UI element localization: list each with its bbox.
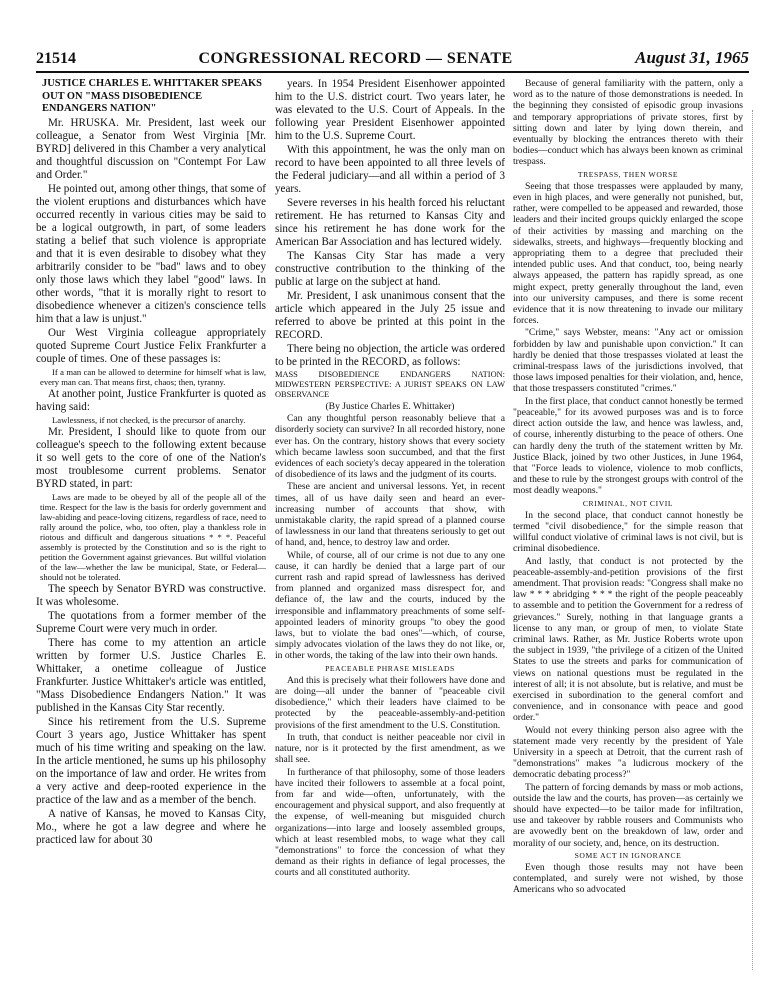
article-headline: JUSTICE CHARLES E. WHITTAKER SPEAKS OUT ON "MASS DISOBEDIENCE ENDANGERS NATION" — [42, 78, 262, 114]
paragraph: In furtherance of that philosophy, some of those leaders have incited their followers to assemble at a focal point, from far and wide—often, unfortunately, with the encouragement and physical support, and also frequently at the expense, of well-meaning but misguided church organizations—into large and loosely assembled groups, which at least resembled mobs, to wage what they call "demonstrations" to force the concession of what they demand as their rights in defiance of legal processes, the courts and all constituted authority. — [275, 766, 505, 879]
paragraph: There has come to my attention an article written by former U.S. Justice Charles E. Whittaker, a onetime colleague of Justice Frankfurter. Justice Whittaker's article was entitled, "Mass Disobedience Endangers Nation." It was published in the Kansas City Star recently. — [36, 636, 266, 714]
block-quote: Lawlessness, if not checked, is the precursor of anarchy. — [52, 414, 246, 425]
paragraph: Even though those results may not have been contemplated, and surely were not wished, by those Americans who so advocated — [513, 862, 743, 896]
publication-date: August 31, 1965 — [635, 48, 749, 67]
inserted-article-title: MASS DISOBEDIENCE ENDANGERS NATION: MIDWESTERN PERSPECTIVE: A JURIST SPEAKS ON LAW OBSERVANCE — [275, 370, 505, 399]
paragraph: Severe reverses in his health forced his reluctant retirement. He has returned to Kansas City and since his retirement he has done work for the American Bar Association and has lectured widely. — [275, 197, 505, 248]
paragraph: years. In 1954 President Eisenhower appointed him to the U.S. district court. Two years later, he was elevated to the U.S. Court of Appeals. In the following year President Eisenhower appointed him to the U.S. Supreme Court. — [275, 78, 505, 142]
paragraph: Our West Virginia colleague appropriately quoted Supreme Court Justice Felix Frankfurter a couple of times. One of these passages is: — [36, 326, 266, 365]
paragraph: Can any thoughtful person reasonably believe that a disorderly society can survive? In all recorded history, none ever has. On the contrary, history shows that every society which became lawless soon succumbed, and that the first evidences of each society's decay appeared in the toleration of disobedience of its laws and the judgment of its courts. — [275, 413, 505, 481]
paragraph: Mr. President, I ask unanimous consent that the article which appeared in the July 25 issue and referred to above be printed at this point in the RECORD. — [275, 290, 505, 341]
section-subhead: TRESPASS, THEN WORSE — [577, 169, 679, 179]
article-byline: (By Justice Charles E. Whittaker) — [325, 401, 455, 412]
paragraph: The pattern of forcing demands by mass or mob actions, outside the law and the courts, has proven—as certainly we should have expected—to be tailor made for infiltration, use and takeover by rabble rousers and Communists who are avowedly bent on the breakdown of law, order and morality of our society, and, hence, on its destruction. — [513, 781, 743, 849]
column-2 — [275, 78, 505, 880]
column-3 — [513, 78, 743, 897]
column-1 — [36, 78, 266, 848]
section-subhead: SOME ACT IN IGNORANCE — [574, 850, 682, 860]
paragraph: While, of course, all of our crime is not due to any one cause, it can hardly be denied that a large part of our current rash and rapid spread of lawlessness has derived from planned and organized mass disrespect for, and defiance of, the law and the courts, induced by the irresponsible and inflammatory preachments of some self-appointed leaders of minority groups "to obey the good laws, but to violate the bad ones"—which, of course, simply advocates violation of the laws they do not like, or, in other words, the taking of the law into their own hands. — [275, 549, 505, 662]
paragraph: Mr. HRUSKA. Mr. President, last week our colleague, a Senator from West Virginia [Mr. BYRD] delivered in this Chamber a very analytical and thoughtful discussion on "Contempt For Law and Order." — [36, 116, 266, 181]
paragraph: And this is precisely what their followers have done and are doing—all under the banner of "peaceable civil disobedience," which their leaders have claimed to be protected by the peaceable-assembly-and-petition provisions of the first amendment to the U.S. Constitution. — [275, 674, 505, 731]
paragraph: The quotations from a former member of the Supreme Court were very much in order. — [36, 609, 266, 635]
paragraph: "Crime," says Webster, means: "Any act or omission forbidden by law and punishable upon conviction." It can hardly be denied that those trespasses violated at least the criminal-trespass laws of the jurisdictions involved, that those laws imposed penalties for their violation, and, hence, that those trespassers constituted "crimes." — [513, 327, 743, 395]
paragraph: And lastly, that conduct is not protected by the peaceable-assembly-and-petition provisions of the first amendment. That provision reads: "Congress shall make no law * * * abridging * * * the right of the people peaceably to assemble and to petition the Government for a redress of grievances." Surely, nothing in that language grants a license to any man, or group of men, to violate State criminal laws. Rather, as Mr. Justice Roberts wrote upon the subject in 1939, "the privilege of a citizen of the United States to use the streets and parks for communication of views on national questions must be regulated in the interest of all; it is not absolute, but is relative, and must be exercised in subordination to the general comfort and convenience, and in consonance with peace and good order." — [513, 555, 743, 724]
block-quote: Laws are made to be obeyed by all of the people all of the time. Respect for the law is the basis for orderly government and law-abiding and peace-loving citizens, regardless of race, need to rally around the police, who, too often, play a thankless role in riotous and difficult and dangerous situations * * *. Peaceful assembly is protected by the Constitution and so is the right to petition the Government against grievances. But willful violation of the law—whether the law be municipal, State, or Federal—should not be tolerated. — [40, 491, 266, 582]
page-number: 21514 — [36, 50, 76, 67]
paragraph: Since his retirement from the U.S. Supreme Court 3 years ago, Justice Whittaker has spent much of his time writing and speaking on the law. In the article mentioned, he sums up his philosophy on the importance of law and order. He writes from a very active and deep-rooted experience in the practice of the law and as a member of the bench. — [36, 715, 266, 806]
section-subhead: PEACEABLE PHRASE MISLEADS — [325, 663, 455, 673]
paragraph: In truth, that conduct is neither peaceable nor civil in nature, nor is it protected by the first amendment, as we shall see. — [275, 731, 505, 766]
paragraph: At another point, Justice Frankfurter is quoted as having said: — [36, 387, 266, 413]
paragraph: These are ancient and universal lessons. Yet, in recent times, all of us have daily seen and heard an ever-increasing number of accounts that show, with unmistakable clarity, the rapid spread of a planned course of lawlessness in our land that threatens seriously to get out of hand, and, hence, to destroy law and order. — [275, 481, 505, 549]
paragraph: The Kansas City Star has made a very constructive contribution to the thinking of the public at large on the subject at hand. — [275, 250, 505, 288]
paragraph: He pointed out, among other things, that some of the violent eruptions and disturbances which have occurred recently in various cities may be said to be a logical outgrowth, in part, of some leaders stating a belief that such violence is appropriate and that it is even desirable to disobey what they arbitrarily consider to be "bad" laws and to obey only those laws which they label "good" laws. In other words, "that it is morally right to resort to disobedience whenever a citizen's conscience tells him that a law is unjust." — [36, 182, 266, 325]
paragraph: The speech by Senator BYRD was constructive. It was wholesome. — [36, 582, 266, 608]
paragraph: A native of Kansas, he moved to Kansas City, Mo., where he got a law degree and where he practiced law for about 30 — [36, 807, 266, 846]
publication-title: CONGRESSIONAL RECORD — SENATE — [198, 50, 513, 67]
paragraph: Mr. President, I should like to quote from our colleague's speech to the following extent because it so well gets to the core of one of the Nation's most troublesome current problems. Senator BYRD stated, in part: — [36, 425, 266, 490]
paragraph: Seeing that those trespasses were applauded by many, even in high places, and were generally not punished, but, rather, were compelled to be appeased and rewarded, those leaders and their incited groups quickly enlarged the scope of their activities by massing and marching on the sidewalks, streets, and highways—frequently blocking and appropriating them to a degree that precluded their intended public uses. And that conduct, too, being nearly always appeased, the pattern has rapidly spread, as one might expect, pretty generally throughout the land, even into our university campuses, and there is some recent evidence that it is now threatening to invade our military forces. — [513, 180, 743, 327]
paragraph: With this appointment, he was the only man on record to have been appointed to all three levels of the Federal judiciary—and all within a period of 3 years. — [275, 144, 505, 195]
paragraph: In the second place, that conduct cannot honestly be termed "civil disobedience," for the simple reason that willful conduct violative of criminal laws is not civil, but is criminal disobedience. — [513, 509, 743, 555]
paragraph: Would not every thinking person also agree with the statement made very recently by the president of Yale University in a speech at Detroit, that the current rash of "demonstrations" makes "a ludicrous mockery of the democratic debating process?" — [513, 724, 743, 781]
scan-edge — [752, 110, 763, 970]
page-header — [36, 48, 749, 70]
paragraph: Because of general familiarity with the pattern, only a word as to the nature of those demonstrations is needed. In the beginning they consisted of episodic group invasions and temporary appropriations of private stores, first by sitting down and later by lying down therein, and eventually by blocking the entrances thereto with their bodies—conduct which has always been known as criminal trespass. — [513, 78, 743, 168]
paragraph: There being no objection, the article was ordered to be printed in the RECORD, as follows: — [275, 343, 505, 368]
section-subhead: CRIMINAL, NOT CIVIL — [582, 498, 674, 508]
block-quote: If a man can be allowed to determine for himself what is law, every man can. That means first, chaos; then, tyranny. — [40, 366, 266, 387]
paragraph: In the first place, that conduct cannot honestly be termed "peaceable," for its avowed purposes was and is to force direct action outside the law, and hence was lawless, and, of course, inherently disturbing to the peace of others. One can hardly deny the truth of the statement written by Mr. Justice Black, joined by two other Justices, in June 1964, that "Force leads to violence, violence to mob conflicts, and these to rule by the strongest groups with control of the most deadly weapons." — [513, 395, 743, 497]
header-rule — [36, 71, 749, 73]
